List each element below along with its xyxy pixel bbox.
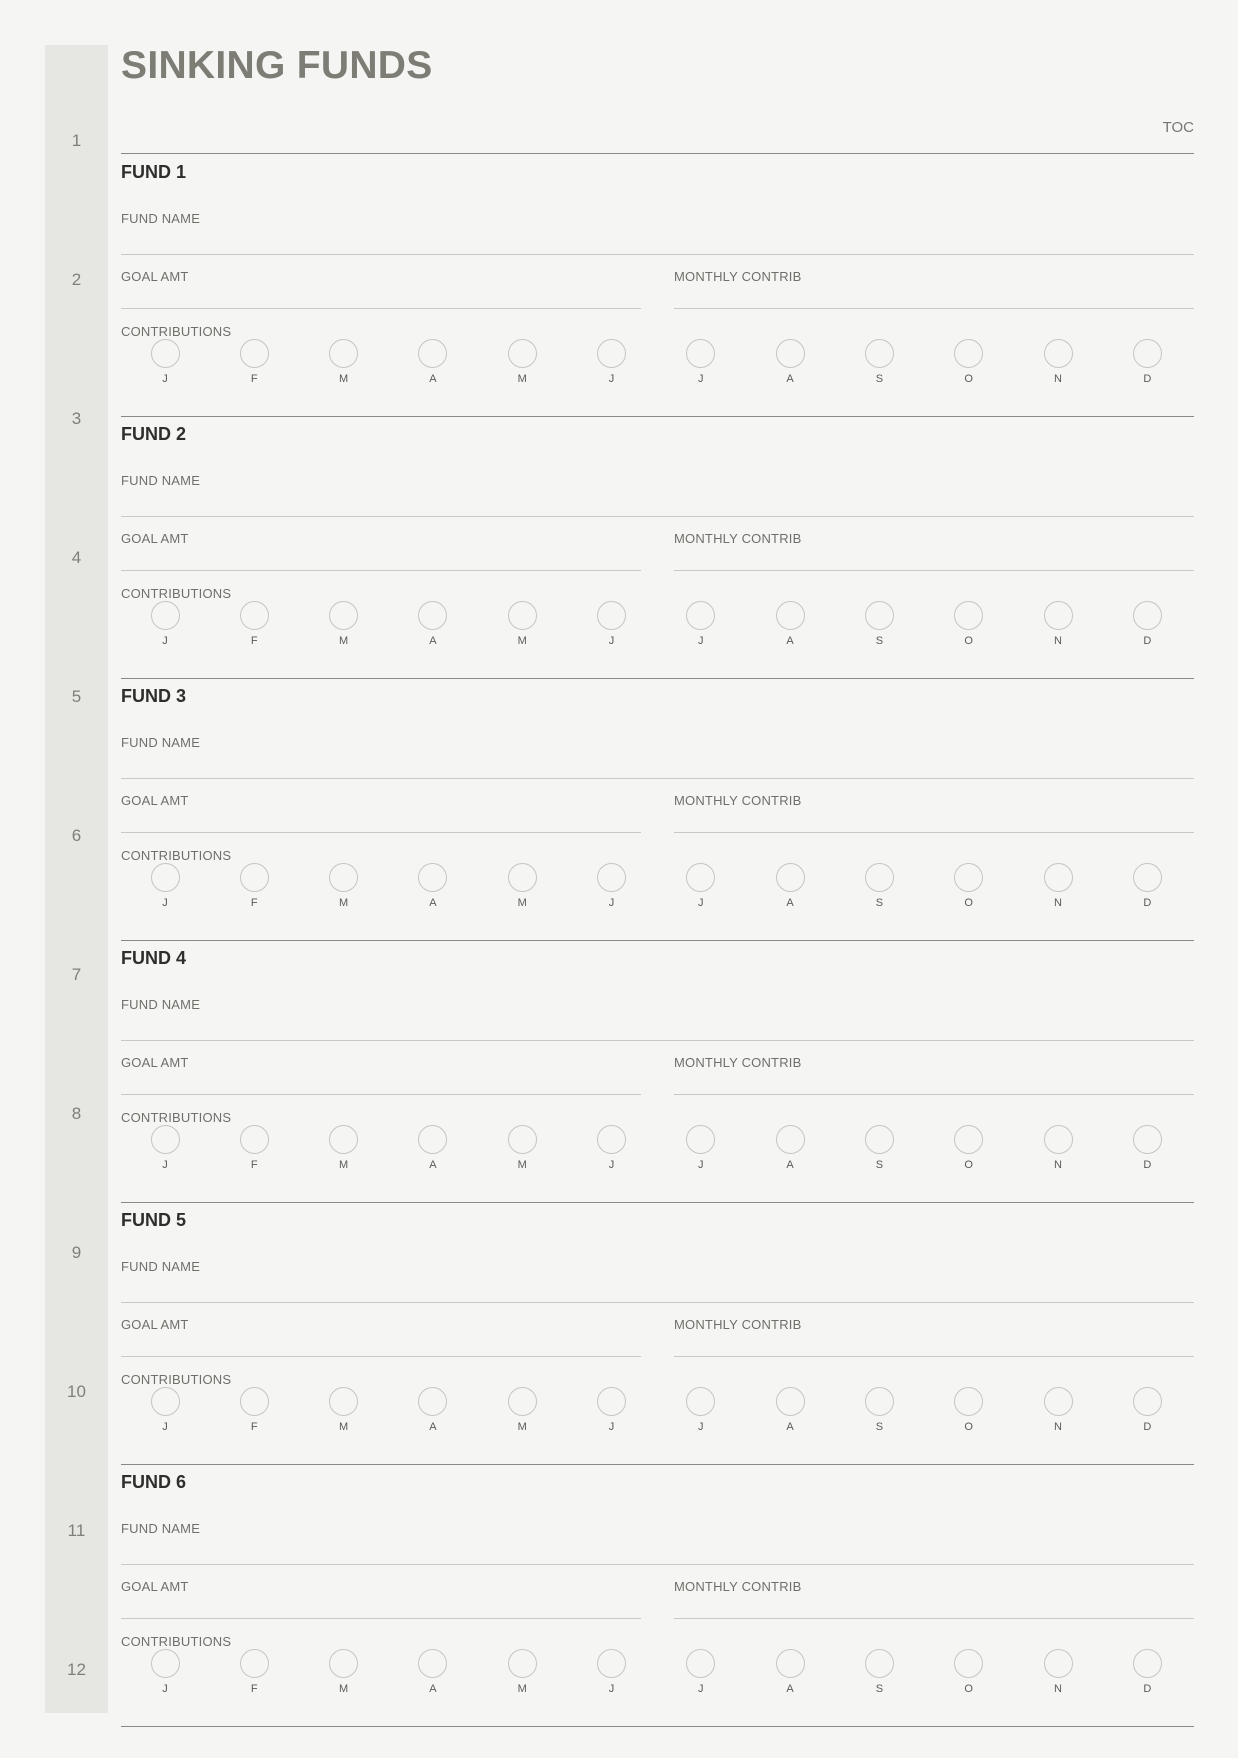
month-label: D	[1143, 373, 1152, 385]
month-tracker	[492, 1649, 552, 1695]
month-tracker	[760, 863, 820, 909]
month-tracker	[224, 1387, 284, 1433]
page-sidebar	[45, 45, 108, 1713]
month-tracker	[1117, 339, 1177, 385]
contribution-circle[interactable]	[597, 1649, 626, 1678]
month-label: M	[339, 897, 349, 909]
month-label: M	[339, 1683, 349, 1695]
contribution-circle[interactable]	[865, 1649, 894, 1678]
contribution-circle[interactable]	[329, 1387, 358, 1416]
contribution-circle[interactable]	[508, 1387, 537, 1416]
month-label: A	[429, 1421, 437, 1433]
sidebar-number: 9	[71, 1243, 82, 1262]
goal-amt-label: GOAL AMT	[121, 1317, 189, 1332]
month-label: A	[429, 635, 437, 647]
contribution-circle[interactable]	[329, 863, 358, 892]
fund-title: FUND 4	[121, 948, 187, 968]
goal-amt-label: GOAL AMT	[121, 531, 189, 546]
month-label: O	[964, 373, 973, 385]
month-label: A	[429, 1683, 437, 1695]
month-tracker	[582, 339, 642, 385]
month-tracker	[224, 863, 284, 909]
month-tracker	[403, 1649, 463, 1695]
contribution-circle[interactable]	[686, 339, 715, 368]
month-label: A	[786, 1159, 794, 1171]
month-label: M	[517, 1421, 527, 1433]
month-tracker	[224, 339, 284, 385]
contribution-circle[interactable]	[151, 601, 180, 630]
contribution-circle[interactable]	[865, 339, 894, 368]
contribution-circle[interactable]	[418, 601, 447, 630]
contribution-circle[interactable]	[1133, 1649, 1162, 1678]
sidebar-number: 5	[71, 687, 82, 706]
month-label: J	[698, 1683, 704, 1695]
contribution-circle[interactable]	[418, 1649, 447, 1678]
contribution-circle[interactable]	[776, 863, 805, 892]
month-tracker	[135, 1649, 195, 1695]
month-label: J	[608, 897, 615, 909]
month-label: D	[1143, 1421, 1152, 1433]
monthly-contrib-field[interactable]	[674, 1618, 1194, 1619]
sidebar-number: 3	[71, 409, 82, 428]
month-tracker	[492, 863, 552, 909]
month-label: N	[1054, 373, 1062, 385]
contribution-circle[interactable]	[954, 1125, 983, 1154]
contribution-circle[interactable]	[329, 601, 358, 630]
month-tracker	[1117, 1649, 1177, 1695]
month-label: F	[250, 1421, 258, 1433]
contribution-circle[interactable]	[418, 339, 447, 368]
month-label: J	[608, 373, 615, 385]
month-label: M	[339, 373, 349, 385]
month-label: J	[162, 635, 168, 647]
month-tracker	[1117, 863, 1177, 909]
contribution-circle[interactable]	[1044, 1649, 1073, 1678]
month-tracker	[314, 339, 374, 385]
contributions-label: CONTRIBUTIONS	[121, 848, 232, 863]
fund-name-field[interactable]	[121, 254, 1194, 255]
sidebar-number: 1	[71, 131, 82, 150]
month-label: A	[786, 373, 794, 385]
month-tracker	[760, 1125, 820, 1171]
month-tracker	[135, 863, 195, 909]
contributions-label: CONTRIBUTIONS	[121, 586, 232, 601]
contribution-circle[interactable]	[686, 863, 715, 892]
month-label: S	[875, 1683, 884, 1695]
contribution-circle[interactable]	[954, 1387, 983, 1416]
month-tracker	[939, 863, 999, 909]
contribution-circle[interactable]	[418, 1387, 447, 1416]
month-tracker	[135, 1387, 195, 1433]
sidebar-number: 12	[67, 1660, 86, 1679]
contributions-label: CONTRIBUTIONS	[121, 324, 232, 339]
contribution-circle[interactable]	[1133, 1387, 1162, 1416]
goal-amt-field[interactable]	[121, 308, 641, 309]
month-label: J	[608, 1421, 615, 1433]
month-label: M	[339, 1159, 349, 1171]
month-label: J	[162, 897, 168, 909]
month-label: S	[875, 1159, 884, 1171]
contribution-circle[interactable]	[686, 1649, 715, 1678]
month-tracker	[760, 601, 820, 647]
month-tracker	[492, 1125, 552, 1171]
monthly-contrib-field[interactable]	[674, 308, 1194, 309]
contribution-circle[interactable]	[865, 1125, 894, 1154]
contribution-circle[interactable]	[1044, 1125, 1073, 1154]
month-tracker	[849, 339, 909, 385]
sidebar-number: 8	[71, 1104, 82, 1123]
month-tracker	[1028, 1125, 1088, 1171]
contribution-circle[interactable]	[686, 1125, 715, 1154]
sidebar-number: 6	[71, 826, 82, 845]
monthly-contrib-field[interactable]	[674, 570, 1194, 571]
month-tracker	[582, 1649, 642, 1695]
month-tracker	[135, 339, 195, 385]
month-tracker	[314, 601, 374, 647]
month-tracker	[582, 1125, 642, 1171]
month-label: O	[964, 635, 973, 647]
month-tracker	[224, 1125, 284, 1171]
month-tracker	[671, 1387, 731, 1433]
contribution-circle[interactable]	[1044, 863, 1073, 892]
fund-name-field[interactable]	[121, 1302, 1194, 1303]
month-label: J	[698, 897, 704, 909]
month-tracker	[1117, 1125, 1177, 1171]
month-tracker	[939, 339, 999, 385]
month-tracker	[939, 1387, 999, 1433]
contribution-circle[interactable]	[151, 1649, 180, 1678]
month-label: D	[1143, 897, 1152, 909]
month-tracker	[939, 601, 999, 647]
contribution-circle[interactable]	[1133, 1125, 1162, 1154]
contribution-circle[interactable]	[954, 1649, 983, 1678]
month-label: S	[875, 373, 884, 385]
fund-name-label: FUND NAME	[121, 1259, 201, 1274]
contribution-circle[interactable]	[1044, 339, 1073, 368]
section-divider	[121, 1726, 1194, 1727]
month-label: A	[786, 897, 794, 909]
month-tracker	[314, 1387, 374, 1433]
contribution-circle[interactable]	[329, 1649, 358, 1678]
month-tracker	[671, 601, 731, 647]
toc-link[interactable]: TOC	[1162, 119, 1194, 136]
month-label: J	[162, 1421, 168, 1433]
month-label: M	[517, 897, 527, 909]
contribution-circle[interactable]	[151, 863, 180, 892]
contribution-months	[121, 601, 1194, 649]
contributions-label: CONTRIBUTIONS	[121, 1372, 232, 1387]
contribution-circle[interactable]	[1044, 1387, 1073, 1416]
fund-name-field[interactable]	[121, 778, 1194, 779]
month-label: D	[1143, 1683, 1152, 1695]
contributions-label: CONTRIBUTIONS	[121, 1634, 232, 1649]
month-label: J	[698, 373, 704, 385]
contribution-circle[interactable]	[508, 601, 537, 630]
fund-title: FUND 6	[121, 1472, 187, 1492]
fund-name-field[interactable]	[121, 1040, 1194, 1041]
month-label: J	[608, 635, 615, 647]
fund-section	[121, 1202, 1194, 1464]
contribution-circle[interactable]	[151, 1125, 180, 1154]
month-label: O	[964, 897, 973, 909]
month-label: J	[698, 1421, 704, 1433]
contribution-circle[interactable]	[597, 601, 626, 630]
contribution-circle[interactable]	[418, 863, 447, 892]
monthly-contrib-label: MONTHLY CONTRIB	[674, 793, 802, 808]
month-tracker	[582, 1387, 642, 1433]
sidebar-number: 2	[71, 270, 82, 289]
month-label: N	[1054, 1159, 1062, 1171]
contribution-circle[interactable]	[954, 863, 983, 892]
goal-amt-field[interactable]	[121, 832, 641, 833]
contribution-circle[interactable]	[329, 339, 358, 368]
month-label: A	[429, 897, 437, 909]
goal-amt-label: GOAL AMT	[121, 269, 189, 284]
contribution-circle[interactable]	[240, 1387, 269, 1416]
goal-amt-label: GOAL AMT	[121, 1579, 189, 1594]
month-tracker	[403, 1387, 463, 1433]
month-label: N	[1054, 1421, 1062, 1433]
sidebar-number: 4	[71, 548, 82, 567]
contribution-circle[interactable]	[954, 601, 983, 630]
fund-name-field[interactable]	[121, 516, 1194, 517]
month-tracker	[1028, 601, 1088, 647]
contribution-circle[interactable]	[240, 863, 269, 892]
contribution-circle[interactable]	[151, 1387, 180, 1416]
contribution-circle[interactable]	[508, 863, 537, 892]
contribution-months	[121, 863, 1194, 911]
month-label: J	[608, 1159, 615, 1171]
month-label: F	[250, 897, 258, 909]
month-label: F	[250, 373, 258, 385]
contribution-circle[interactable]	[418, 1125, 447, 1154]
goal-amt-field[interactable]	[121, 570, 641, 571]
monthly-contrib-field[interactable]	[674, 1094, 1194, 1095]
month-tracker	[1028, 863, 1088, 909]
month-label: O	[964, 1159, 973, 1171]
goal-amt-label: GOAL AMT	[121, 793, 189, 808]
contribution-months	[121, 1125, 1194, 1173]
month-label: J	[698, 1159, 704, 1171]
monthly-contrib-label: MONTHLY CONTRIB	[674, 269, 802, 284]
month-tracker	[403, 601, 463, 647]
fund-section	[121, 940, 1194, 1202]
month-tracker	[492, 1387, 552, 1433]
contributions-label: CONTRIBUTIONS	[121, 1110, 232, 1125]
fund-name-label: FUND NAME	[121, 1521, 201, 1536]
month-label: N	[1054, 897, 1062, 909]
monthly-contrib-field[interactable]	[674, 1356, 1194, 1357]
month-tracker	[1028, 1387, 1088, 1433]
fund-name-label: FUND NAME	[121, 997, 201, 1012]
month-label: F	[250, 635, 258, 647]
sidebar-number: 7	[71, 965, 82, 984]
month-tracker	[224, 1649, 284, 1695]
contribution-circle[interactable]	[151, 339, 180, 368]
fund-section	[121, 416, 1194, 678]
fund-section	[121, 1464, 1194, 1726]
month-label: D	[1143, 635, 1152, 647]
contribution-circle[interactable]	[508, 1125, 537, 1154]
page-title: SINKING FUNDS	[121, 44, 433, 87]
fund-name-field[interactable]	[121, 1564, 1194, 1565]
goal-amt-field[interactable]	[121, 1094, 641, 1095]
contribution-circle[interactable]	[954, 339, 983, 368]
month-label: F	[250, 1683, 258, 1695]
contribution-months	[121, 339, 1194, 387]
goal-amt-field[interactable]	[121, 1618, 641, 1619]
fund-section	[121, 678, 1194, 940]
month-label: A	[786, 1683, 794, 1695]
monthly-contrib-label: MONTHLY CONTRIB	[674, 531, 802, 546]
month-label: J	[698, 635, 704, 647]
month-label: S	[875, 1421, 884, 1433]
contribution-circle[interactable]	[776, 1125, 805, 1154]
sidebar-number: 11	[67, 1521, 86, 1540]
fund-name-label: FUND NAME	[121, 473, 201, 488]
month-label: S	[875, 635, 884, 647]
goal-amt-field[interactable]	[121, 1356, 641, 1357]
month-label: M	[517, 1683, 527, 1695]
contribution-circle[interactable]	[865, 601, 894, 630]
monthly-contrib-field[interactable]	[674, 832, 1194, 833]
contribution-circle[interactable]	[776, 1387, 805, 1416]
month-tracker	[671, 339, 731, 385]
contribution-circle[interactable]	[240, 339, 269, 368]
month-tracker	[403, 863, 463, 909]
month-label: O	[964, 1683, 973, 1695]
month-tracker	[1028, 339, 1088, 385]
contribution-circle[interactable]	[240, 1125, 269, 1154]
month-label: O	[964, 1421, 973, 1433]
month-tracker	[582, 601, 642, 647]
month-label: N	[1054, 1683, 1062, 1695]
goal-amt-label: GOAL AMT	[121, 1055, 189, 1070]
contribution-circle[interactable]	[1133, 339, 1162, 368]
month-tracker	[1117, 1387, 1177, 1433]
month-label: J	[608, 1683, 615, 1695]
month-label: M	[517, 1159, 527, 1171]
month-tracker	[314, 863, 374, 909]
month-tracker	[939, 1125, 999, 1171]
fund-title: FUND 1	[121, 162, 187, 182]
month-tracker	[849, 1387, 909, 1433]
month-tracker	[671, 863, 731, 909]
contribution-circle[interactable]	[865, 863, 894, 892]
fund-title: FUND 5	[121, 1210, 187, 1230]
fund-title: FUND 2	[121, 424, 187, 444]
month-tracker	[135, 601, 195, 647]
month-tracker	[314, 1649, 374, 1695]
month-tracker	[671, 1125, 731, 1171]
month-tracker	[939, 1649, 999, 1695]
month-tracker	[1117, 601, 1177, 647]
contribution-circle[interactable]	[686, 1387, 715, 1416]
month-tracker	[849, 1125, 909, 1171]
month-label: S	[875, 897, 884, 909]
monthly-contrib-label: MONTHLY CONTRIB	[674, 1579, 802, 1594]
month-label: D	[1143, 1159, 1152, 1171]
contribution-circle[interactable]	[1133, 601, 1162, 630]
contribution-circle[interactable]	[597, 1387, 626, 1416]
monthly-contrib-label: MONTHLY CONTRIB	[674, 1317, 802, 1332]
month-tracker	[492, 601, 552, 647]
month-tracker	[403, 1125, 463, 1171]
fund-name-label: FUND NAME	[121, 735, 201, 750]
contribution-circle[interactable]	[597, 863, 626, 892]
month-label: N	[1054, 635, 1062, 647]
month-label: J	[162, 373, 168, 385]
monthly-contrib-label: MONTHLY CONTRIB	[674, 1055, 802, 1070]
contribution-circle[interactable]	[1133, 863, 1162, 892]
contribution-circle[interactable]	[776, 1649, 805, 1678]
month-tracker	[849, 1649, 909, 1695]
fund-name-label: FUND NAME	[121, 211, 201, 226]
month-label: A	[429, 373, 437, 385]
month-tracker	[760, 1387, 820, 1433]
month-tracker	[582, 863, 642, 909]
sidebar-number: 10	[67, 1382, 86, 1401]
month-label: A	[429, 1159, 437, 1171]
contribution-circle[interactable]	[240, 1649, 269, 1678]
month-label: J	[162, 1159, 168, 1171]
contribution-circle[interactable]	[329, 1125, 358, 1154]
contribution-circle[interactable]	[1044, 601, 1073, 630]
contribution-circle[interactable]	[508, 339, 537, 368]
month-label: M	[517, 373, 527, 385]
month-label: A	[786, 1421, 794, 1433]
month-label: A	[786, 635, 794, 647]
month-tracker	[671, 1649, 731, 1695]
month-label: M	[339, 635, 349, 647]
month-label: M	[339, 1421, 349, 1433]
fund-title: FUND 3	[121, 686, 187, 706]
month-tracker	[760, 1649, 820, 1695]
month-tracker	[403, 339, 463, 385]
month-label: M	[517, 635, 527, 647]
contribution-months	[121, 1387, 1194, 1435]
fund-section	[121, 154, 1194, 416]
contribution-circle[interactable]	[776, 339, 805, 368]
month-label: J	[162, 1683, 168, 1695]
month-tracker	[135, 1125, 195, 1171]
contribution-circle[interactable]	[597, 1125, 626, 1154]
contribution-circle[interactable]	[686, 601, 715, 630]
month-tracker	[314, 1125, 374, 1171]
contribution-circle[interactable]	[240, 601, 269, 630]
month-tracker	[492, 339, 552, 385]
contribution-circle[interactable]	[508, 1649, 537, 1678]
month-tracker	[849, 601, 909, 647]
contribution-months	[121, 1649, 1194, 1697]
month-label: F	[250, 1159, 258, 1171]
month-tracker	[1028, 1649, 1088, 1695]
contribution-circle[interactable]	[597, 339, 626, 368]
contribution-circle[interactable]	[865, 1387, 894, 1416]
month-tracker	[224, 601, 284, 647]
contribution-circle[interactable]	[776, 601, 805, 630]
month-tracker	[849, 863, 909, 909]
month-tracker	[760, 339, 820, 385]
